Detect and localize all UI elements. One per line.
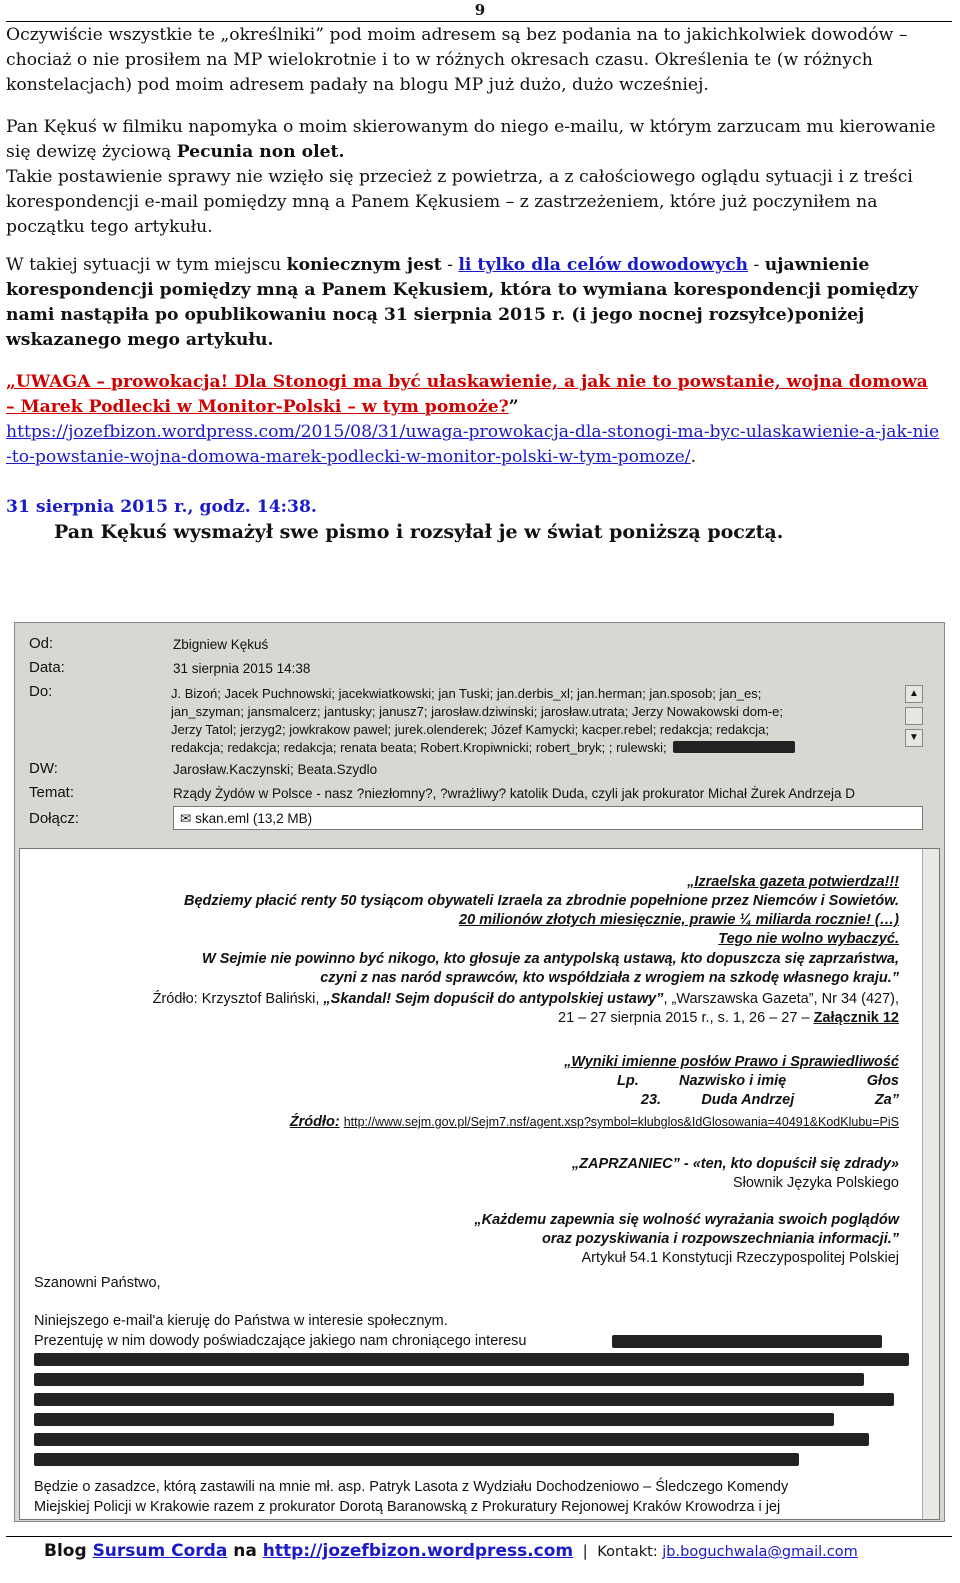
redaction-bar xyxy=(34,1413,834,1426)
subject-value: Rządy Żydów w Polsce - nasz ?niezłomny?, ?wrażliwy? katolik Duda, czyli jak prokurator Michał Żurek Andrzeja D xyxy=(173,786,856,801)
blog-site-link[interactable]: http://jozefbizon.wordpress.com xyxy=(262,1541,574,1561)
redaction-bar xyxy=(673,741,795,753)
sejm-link[interactable]: http://www.sejm.gov.pl/Sejm7.nsf/agent.xsp?symbol=klubglos&IdGlosowania=40491&KodKlubu=PiS xyxy=(343,1115,899,1129)
paragraph-3: W takiej sytuacji w tym miejscu koniecznym jest - li tylko dla celów dowodowych - ujawnienie korespondencji pomiędzy mną a Panem Kękusiem, która to wymiana korespondencji pomiędzy nami nastąpiła po opublikowaniu nocą 31 sierpnia 2015 r. (i jego nocnej rozsyłce)poniżej wskazanego mego artykułu. xyxy=(6,255,918,350)
redaction-bar xyxy=(34,1373,864,1386)
quote-source-1: Źródło: Krzysztof Baliński, „Skandal! Sejm dopuścił do antypolskiej ustawy”, „Warszawska Gazeta”, Nr 34 (427), 21 – 27 sierpnia 2015 r., s. 1, 26 – 27 – Załącznik 12 xyxy=(152,991,899,1026)
quote-3: „Wyniki imienne posłów Prawo i Sprawiedliwość Lp. Nazwisko i imię Głos 23. Duda Andrzej Za” xyxy=(564,1054,899,1108)
article-title-link[interactable]: „UWAGA – prowokacja! Dla Stonogi ma być ułaskawienie, a jak nie to powstanie, wojna domowa – Marek Podlecki w Monitor-Polski – w tym pomoże? xyxy=(6,372,928,417)
article-url-link[interactable]: https://jozefbizon.wordpress.com/2015/08/31/uwaga-prowokacja-dla-stonogi-ma-byc-ulaskawienie-a-jak-nie-to-powstanie-wojna-domowa-marek-podlecki-w-monitor-polski-w-tym-pomoze/ xyxy=(6,422,940,467)
greeting: Szanowni Państwo, xyxy=(34,1275,161,1291)
scroll-down-icon[interactable]: ▼ xyxy=(905,729,923,747)
caption: Pan Kękuś wysmażył swe pismo i rozsyłał je w świat poniższą pocztą. xyxy=(54,521,784,543)
footer-rule xyxy=(6,1536,952,1537)
evidence-link[interactable]: li tylko dla celów dowodowych xyxy=(458,255,749,275)
cc-value: Jarosław.Kaczynski; Beata.Szydlo xyxy=(173,762,378,777)
paragraph-4: „UWAGA – prowokacja! Dla Stonogi ma być ułaskawienie, a jak nie to powstanie, wojna domowa – Marek Podlecki w Monitor-Polski – w tym pomoże?” https://jozefbizon.wordpress.com/2015/08/31/uwaga-prowokacja-dla-stonogi-ma-byc-ulaskawienie-a-jak-nie-to-powstanie-wojna-domowa-marek-podlecki-w-monitor-polski-w-tym-pomoze/. xyxy=(6,372,940,467)
cc-label: DW: xyxy=(29,760,58,777)
paragraph-1: Oczywiście wszystkie te „określniki” pod moim adresem są bez podania na to jakichkolwiek dowodów – chociaż o nie prosiłem na MP wielokrotnie i to w różnych okresach czasu. Określenia te (w różnych konstelacjach) pod moim adresem padały na blogu MP już dużo, dużo wcześniej. xyxy=(6,25,908,95)
envelope-icon: ✉ xyxy=(180,811,196,826)
blog-name-link[interactable]: Sursum Corda xyxy=(92,1541,228,1561)
page-number: 9 xyxy=(474,1,486,19)
article-text xyxy=(6,23,941,545)
from-value: Zbigniew Kękuś xyxy=(173,637,269,652)
recipients-scrollbar[interactable] xyxy=(905,685,923,757)
email-body xyxy=(19,848,940,1520)
body-line-3: Będzie o zasadzce, którą zastawili na mnie mł. asp. Patryk Lasota z Wydziału Dochodzeniowo – Śledczego Komendy xyxy=(34,1479,789,1495)
date-line: 31 sierpnia 2015 r., godz. 14:38. xyxy=(6,497,317,517)
email-window xyxy=(14,622,945,1522)
attach-label: Dołącz: xyxy=(29,810,80,827)
quote-4: „ZAPRZANIEC” - «ten, kto dopuścił się zdrady» Słownik Języka Polskiego xyxy=(571,1156,899,1191)
redaction-bar xyxy=(34,1433,869,1446)
quote-2: W Sejmie nie powinno być nikogo, kto głosuje za antypolską ustawą, kto dopuszcza się zaprzaństwa, czyni z nas naród sprawców, kto współdziała z wrogiem na szkodę własnego kraju.” xyxy=(202,951,899,986)
body-scrollbar[interactable] xyxy=(922,849,939,1519)
to-label: Do: xyxy=(29,683,53,700)
redaction-bar xyxy=(34,1393,894,1406)
subject-label: Temat: xyxy=(29,784,75,801)
attachment-field[interactable]: ✉ skan.eml (13,2 MB) xyxy=(173,806,923,830)
to-recipients: J. Bizoń; Jacek Puchnowski; jacekwiatkowski; jan Tuski; jan.derbis_xl; jan.herman; jan.sposob; jan_es; jan_szyman; jansmalcerz; jantusky; janusz7; jarosław.dziwinski; jarosław.utrata; Jerzy Nowakowski dom-e; Jerzy Tatol; jerzyg2; jowkrakow pawel; jurek.olenderek; Józef Kamycki; kacper.rebel; redakcja; redakcja; redakcja; redakcja; redakcja; renata beata; Robert.Kropiwnicki; robert_bryk; ; rulewski; xyxy=(171,686,783,755)
redaction-bar xyxy=(34,1353,909,1366)
quote-5: „Każdemu zapewnia się wolność wyrażania swoich poglądów oraz pozyskiwania i rozpowszechniania informacji.” Artykuł 54.1 Konstytucji Rzeczypospolitej Polskiej xyxy=(474,1212,899,1266)
redaction-bar xyxy=(612,1335,882,1348)
scroll-thumb[interactable] xyxy=(905,707,923,725)
contact-email-link[interactable]: jb.boguchwala@gmail.com xyxy=(662,1544,858,1560)
body-line-2: Prezentuję w nim dowody poświadczające jakiego nam chroniącego interesu xyxy=(34,1333,527,1349)
paragraph-2: Pan Kękuś w filmiku napomyka o moim skierowanym do niego e-mailu, w którym zarzucam mu kierowanie się dewizę życiową Pecunia non olet. Takie postawienie sprawy nie wzięło się przecież z powietrza, a z całościowego oglądu sytuacji i z treści korespondencji e-mail pomiędzy mną a Panem Kękusiem – z zastrzeżeniem, które już poczyniłem na początku tego artykułu. xyxy=(6,117,936,237)
quote-source-2: Źródło: http://www.sejm.gov.pl/Sejm7.nsf/agent.xsp?symbol=klubglos&IdGlosowania=40491&KodKlubu=PiS xyxy=(289,1114,899,1130)
pecunia-phrase: Pecunia non olet xyxy=(176,142,339,162)
footer: Blog Sursum Corda na http://jozefbizon.wordpress.com | Kontakt: jb.boguchwala@gmail.com xyxy=(44,1541,858,1561)
date-value: 31 sierpnia 2015 14:38 xyxy=(173,661,311,676)
scroll-up-icon[interactable]: ▲ xyxy=(905,685,923,703)
body-line-4: Miejskiej Policji w Krakowie razem z prokurator Dorotą Baranowską z Prokuratury Rejonowej Kraków Krowodrza i jej xyxy=(34,1499,781,1515)
from-label: Od: xyxy=(29,635,54,652)
header-rule xyxy=(6,21,952,22)
redaction-bar xyxy=(34,1453,799,1466)
body-line-1: Niniejszego e-mail'a kieruję do Państwa w interesie społecznym. xyxy=(34,1313,448,1329)
date-label: Data: xyxy=(29,659,65,676)
quote-1: „Izraelska gazeta potwierdza!!! Będziemy płacić renty 50 tysiącom obywateli Izraela za zbrodnie popełnione przez Niemców i Sowietów. 20 milionów złotych miesięcznie, prawie ¼ miliarda rocznie! (…) Tego nie wolno wybaczyć. xyxy=(184,874,899,947)
